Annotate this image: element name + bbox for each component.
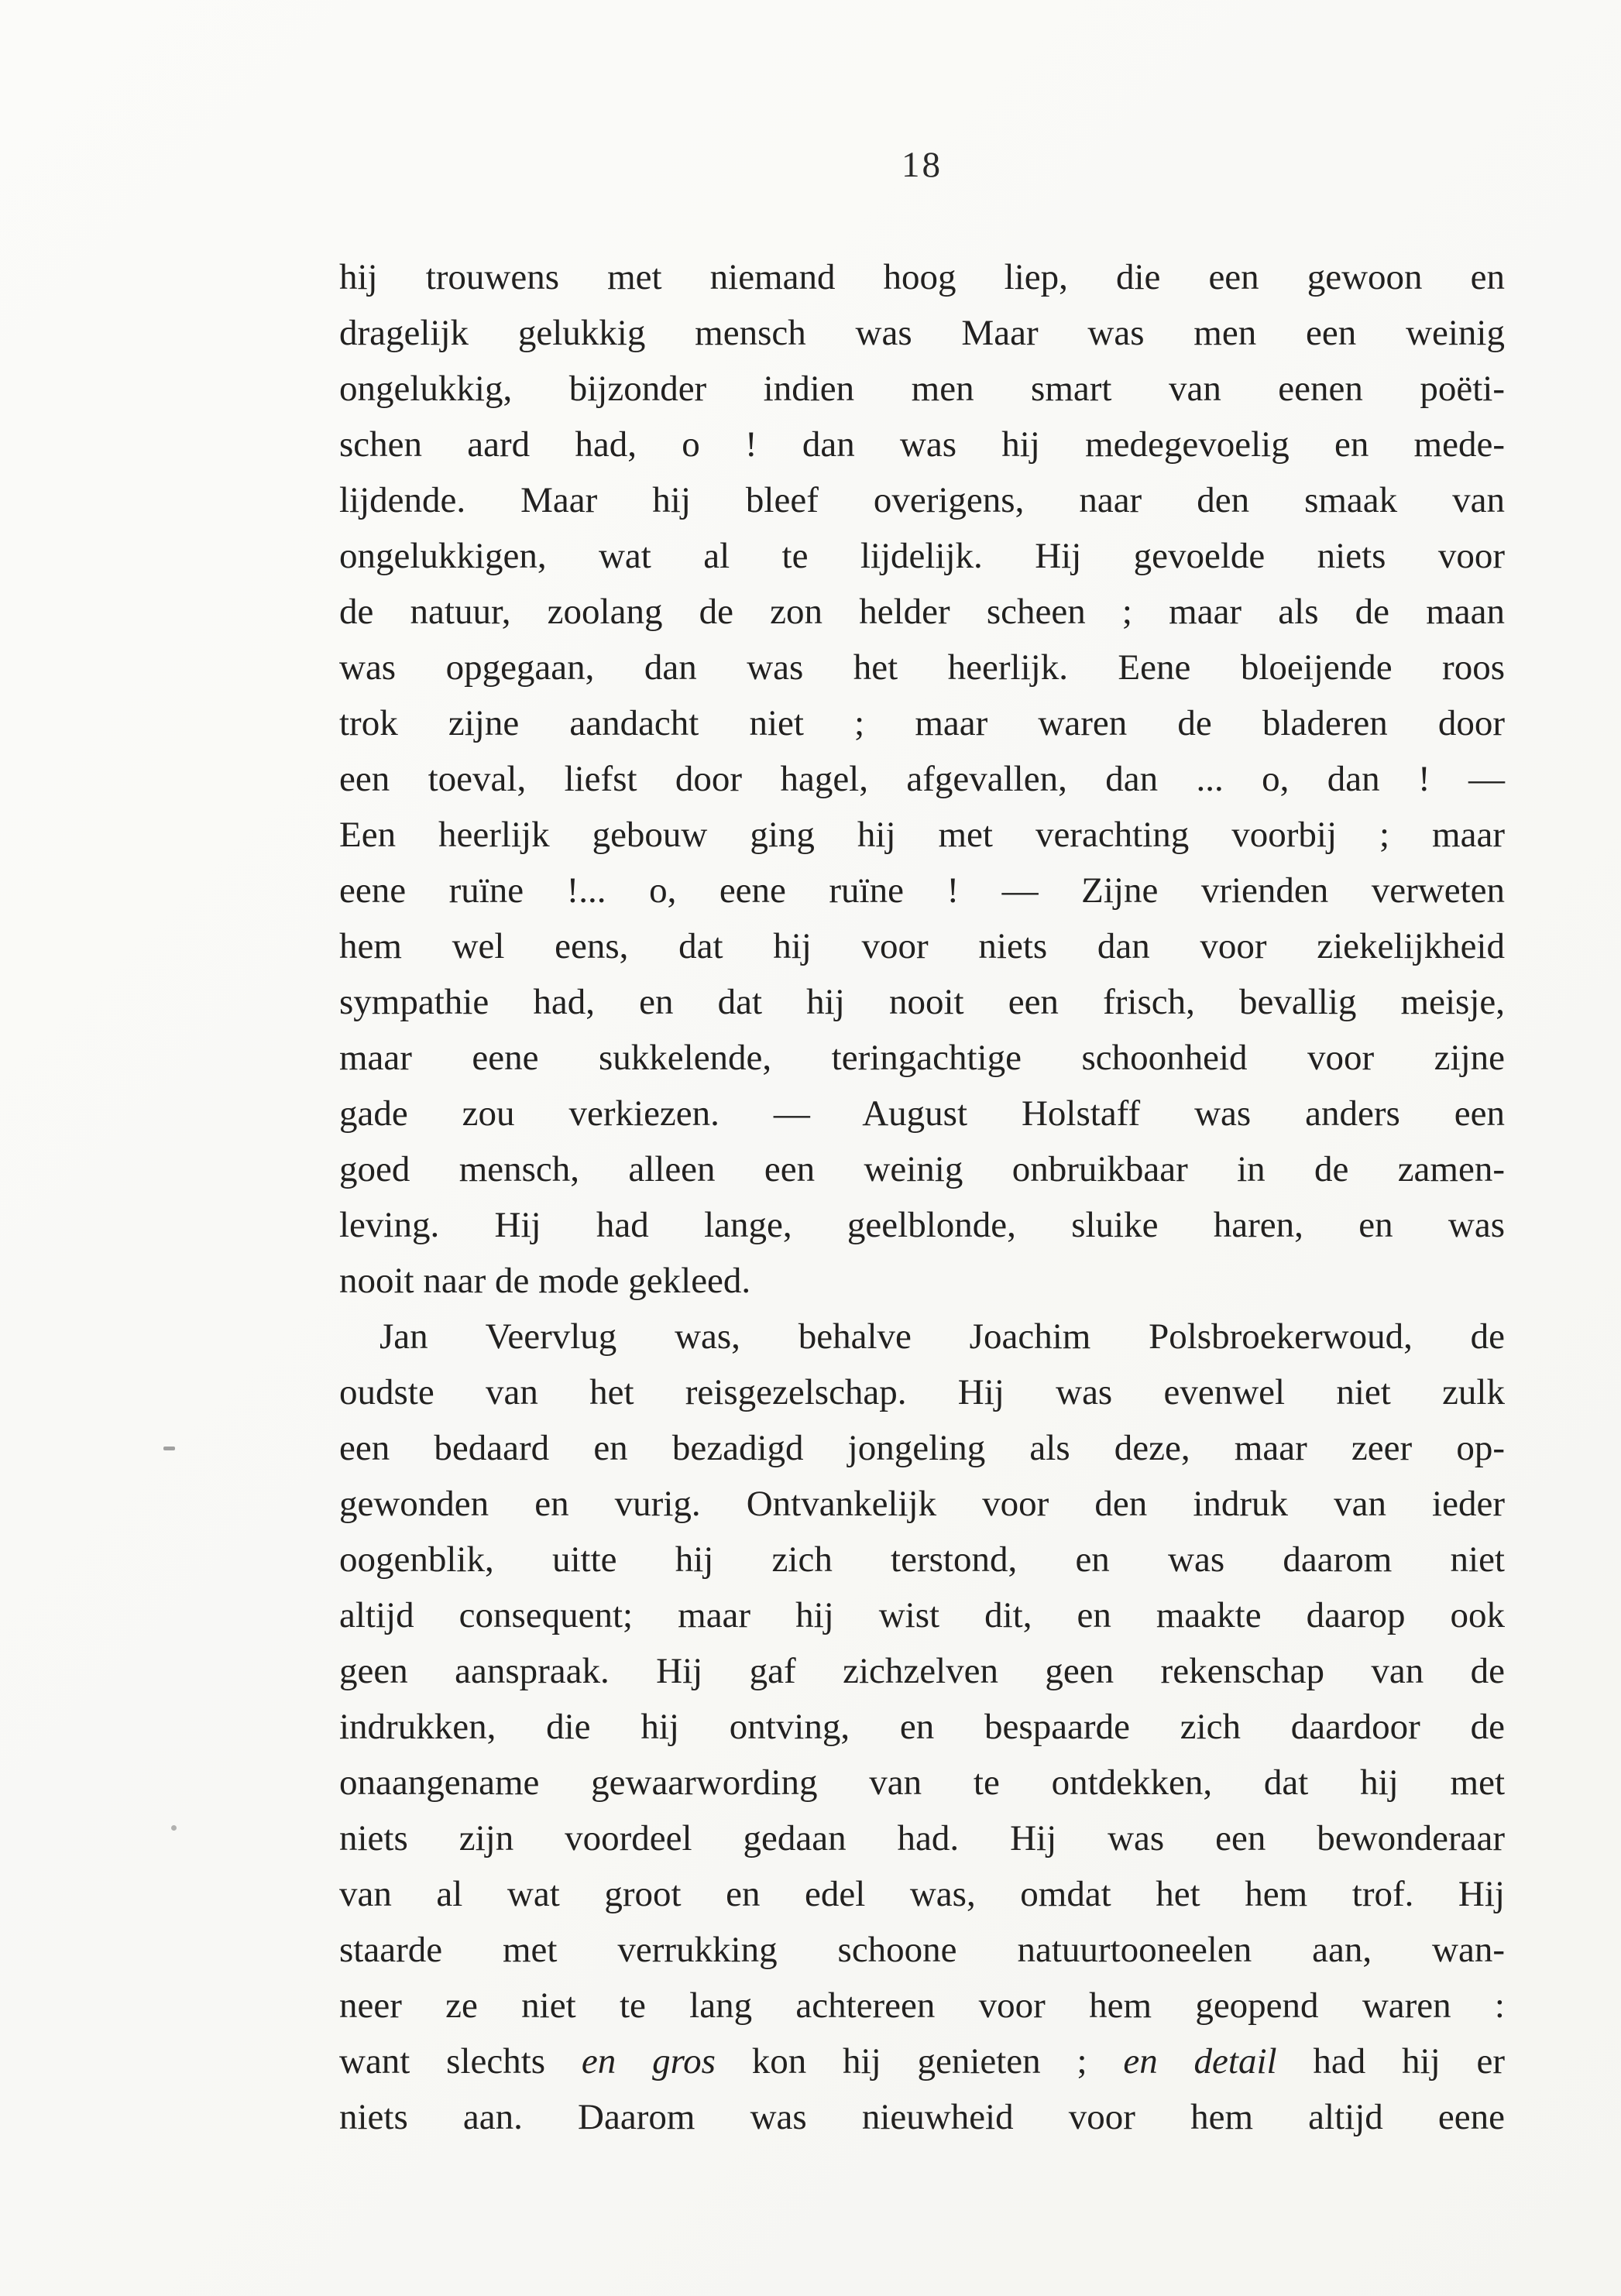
text-line [339,1364,1505,1420]
text-line [339,584,1505,640]
text-segment: lijdende. Maar hij bleef overigens, naar den smaak van [339,480,1505,520]
text-line [339,1309,1505,1364]
text-segment: staarde met verrukking schoone natuurtooneelen aan, wan- [339,1930,1505,1970]
text-line [339,1978,1505,2033]
text-line [339,528,1505,584]
italic-text: en gros [581,2041,716,2082]
text-line [339,361,1505,417]
page-number: 18 [902,145,943,185]
text-line [339,1810,1505,1866]
text-segment: gewonden en vurig. Ontvankelijk voor den indruk van ieder [339,1484,1505,1524]
text-line [339,807,1505,863]
text-line [339,863,1505,918]
text-line [339,1197,1505,1253]
text-line [339,1476,1505,1532]
text-segment: want slechts [339,2041,582,2082]
text-line [339,1030,1505,1086]
text-segment: hem wel eens, dat hij voor niets dan voor ziekelijkheid [339,926,1505,966]
text-segment: trok zijne aandacht niet ; maar waren de bladeren door [339,703,1505,743]
text-line [339,751,1505,807]
text-line [339,1866,1505,1922]
text-segment: ongelukkig, bijzonder indien men smart van eenen poëti- [339,369,1505,409]
text-segment: van al wat groot en edel was, omdat het hem trof. Hij [339,1874,1505,1914]
page-text [339,249,1505,2145]
text-line [339,1141,1505,1197]
text-segment: Een heerlijk gebouw ging hij met verachting voorbij ; maar [339,815,1505,855]
text-segment: kon hij genieten ; [715,2041,1124,2082]
text-segment: maar eene sukkelende, teringachtige schoonheid voor zijne [339,1038,1505,1078]
text-segment: geen aanspraak. Hij gaf zichzelven geen rekenschap van de [339,1651,1505,1691]
scan-artifact-dot [171,1825,177,1831]
text-segment: eene ruïne !... o, eene ruïne ! — Zijne vrienden verweten [339,870,1505,911]
text-line [339,305,1505,361]
text-segment: gade zou verkiezen. — August Holstaff was anders een [339,1093,1505,1134]
text-line [339,1253,1505,1309]
text-line [339,2089,1505,2145]
text-segment: Jan Veervlug was, behalve Joachim Polsbroekerwoud, de [379,1316,1505,1357]
text-segment: was opgegaan, dan was het heerlijk. Eene bloeijende roos [339,647,1505,688]
text-segment: de natuur, zoolang de zon helder scheen ; maar als de maan [339,592,1505,632]
text-segment: dragelijk gelukkig mensch was Maar was men een weinig [339,313,1505,353]
text-segment: neer ze niet te lang achtereen voor hem geopend waren : [339,1985,1505,2026]
text-line [339,1643,1505,1699]
text-line [339,1755,1505,1810]
text-segment: leving. Hij had lange, geelblonde, sluike haren, en was [339,1205,1505,1245]
text-line [339,1086,1505,1141]
text-segment: oogenblik, uitte hij zich terstond, en was daarom niet [339,1539,1505,1580]
text-segment: niets zijn voordeel gedaan had. Hij was een bewonderaar [339,1818,1505,1858]
text-segment: een bedaard en bezadigd jongeling als deze, maar zeer op- [339,1428,1505,1468]
text-line [339,1587,1505,1643]
text-line [339,2033,1505,2089]
text-segment: een toeval, liefst door hagel, afgevallen, dan ... o, dan ! — [339,759,1505,799]
italic-text: en detail [1123,2041,1277,2082]
text-segment: schen aard had, o ! dan was hij medegevoelig en mede- [339,424,1505,465]
text-segment: oudste van het reisgezelschap. Hij was evenwel niet zulk [339,1372,1505,1412]
text-line [339,1420,1505,1476]
text-segment: had hij er [1276,2041,1506,2082]
text-line [339,974,1505,1030]
text-segment: ongelukkigen, wat al te lijdelijk. Hij gevoelde niets voor [339,536,1505,576]
text-line [339,472,1505,528]
text-line [339,918,1505,974]
text-segment: nooit naar de mode gekleed. [339,1261,751,1301]
text-segment: altijd consequent; maar hij wist dit, en maakte daarop ook [339,1595,1505,1635]
text-line [339,1699,1505,1755]
text-line [339,695,1505,751]
text-segment: hij trouwens met niemand hoog liep, die een gewoon en [339,257,1505,297]
text-segment: niets aan. Daarom was nieuwheid voor hem altijd eene [339,2097,1505,2137]
scan-artifact-dash [163,1447,175,1450]
text-segment: goed mensch, alleen een weinig onbruikbaar in de zamen- [339,1149,1505,1189]
text-line [339,249,1505,305]
text-line [339,1922,1505,1978]
text-line [339,640,1505,695]
text-line [339,1532,1505,1587]
text-line [339,417,1505,472]
text-segment: onaangename gewaarwording van te ontdekken, dat hij met [339,1762,1505,1803]
text-segment: sympathie had, en dat hij nooit een frisch, bevallig meisje, [339,982,1505,1022]
text-segment: indrukken, die hij ontving, en bespaarde zich daardoor de [339,1707,1505,1747]
